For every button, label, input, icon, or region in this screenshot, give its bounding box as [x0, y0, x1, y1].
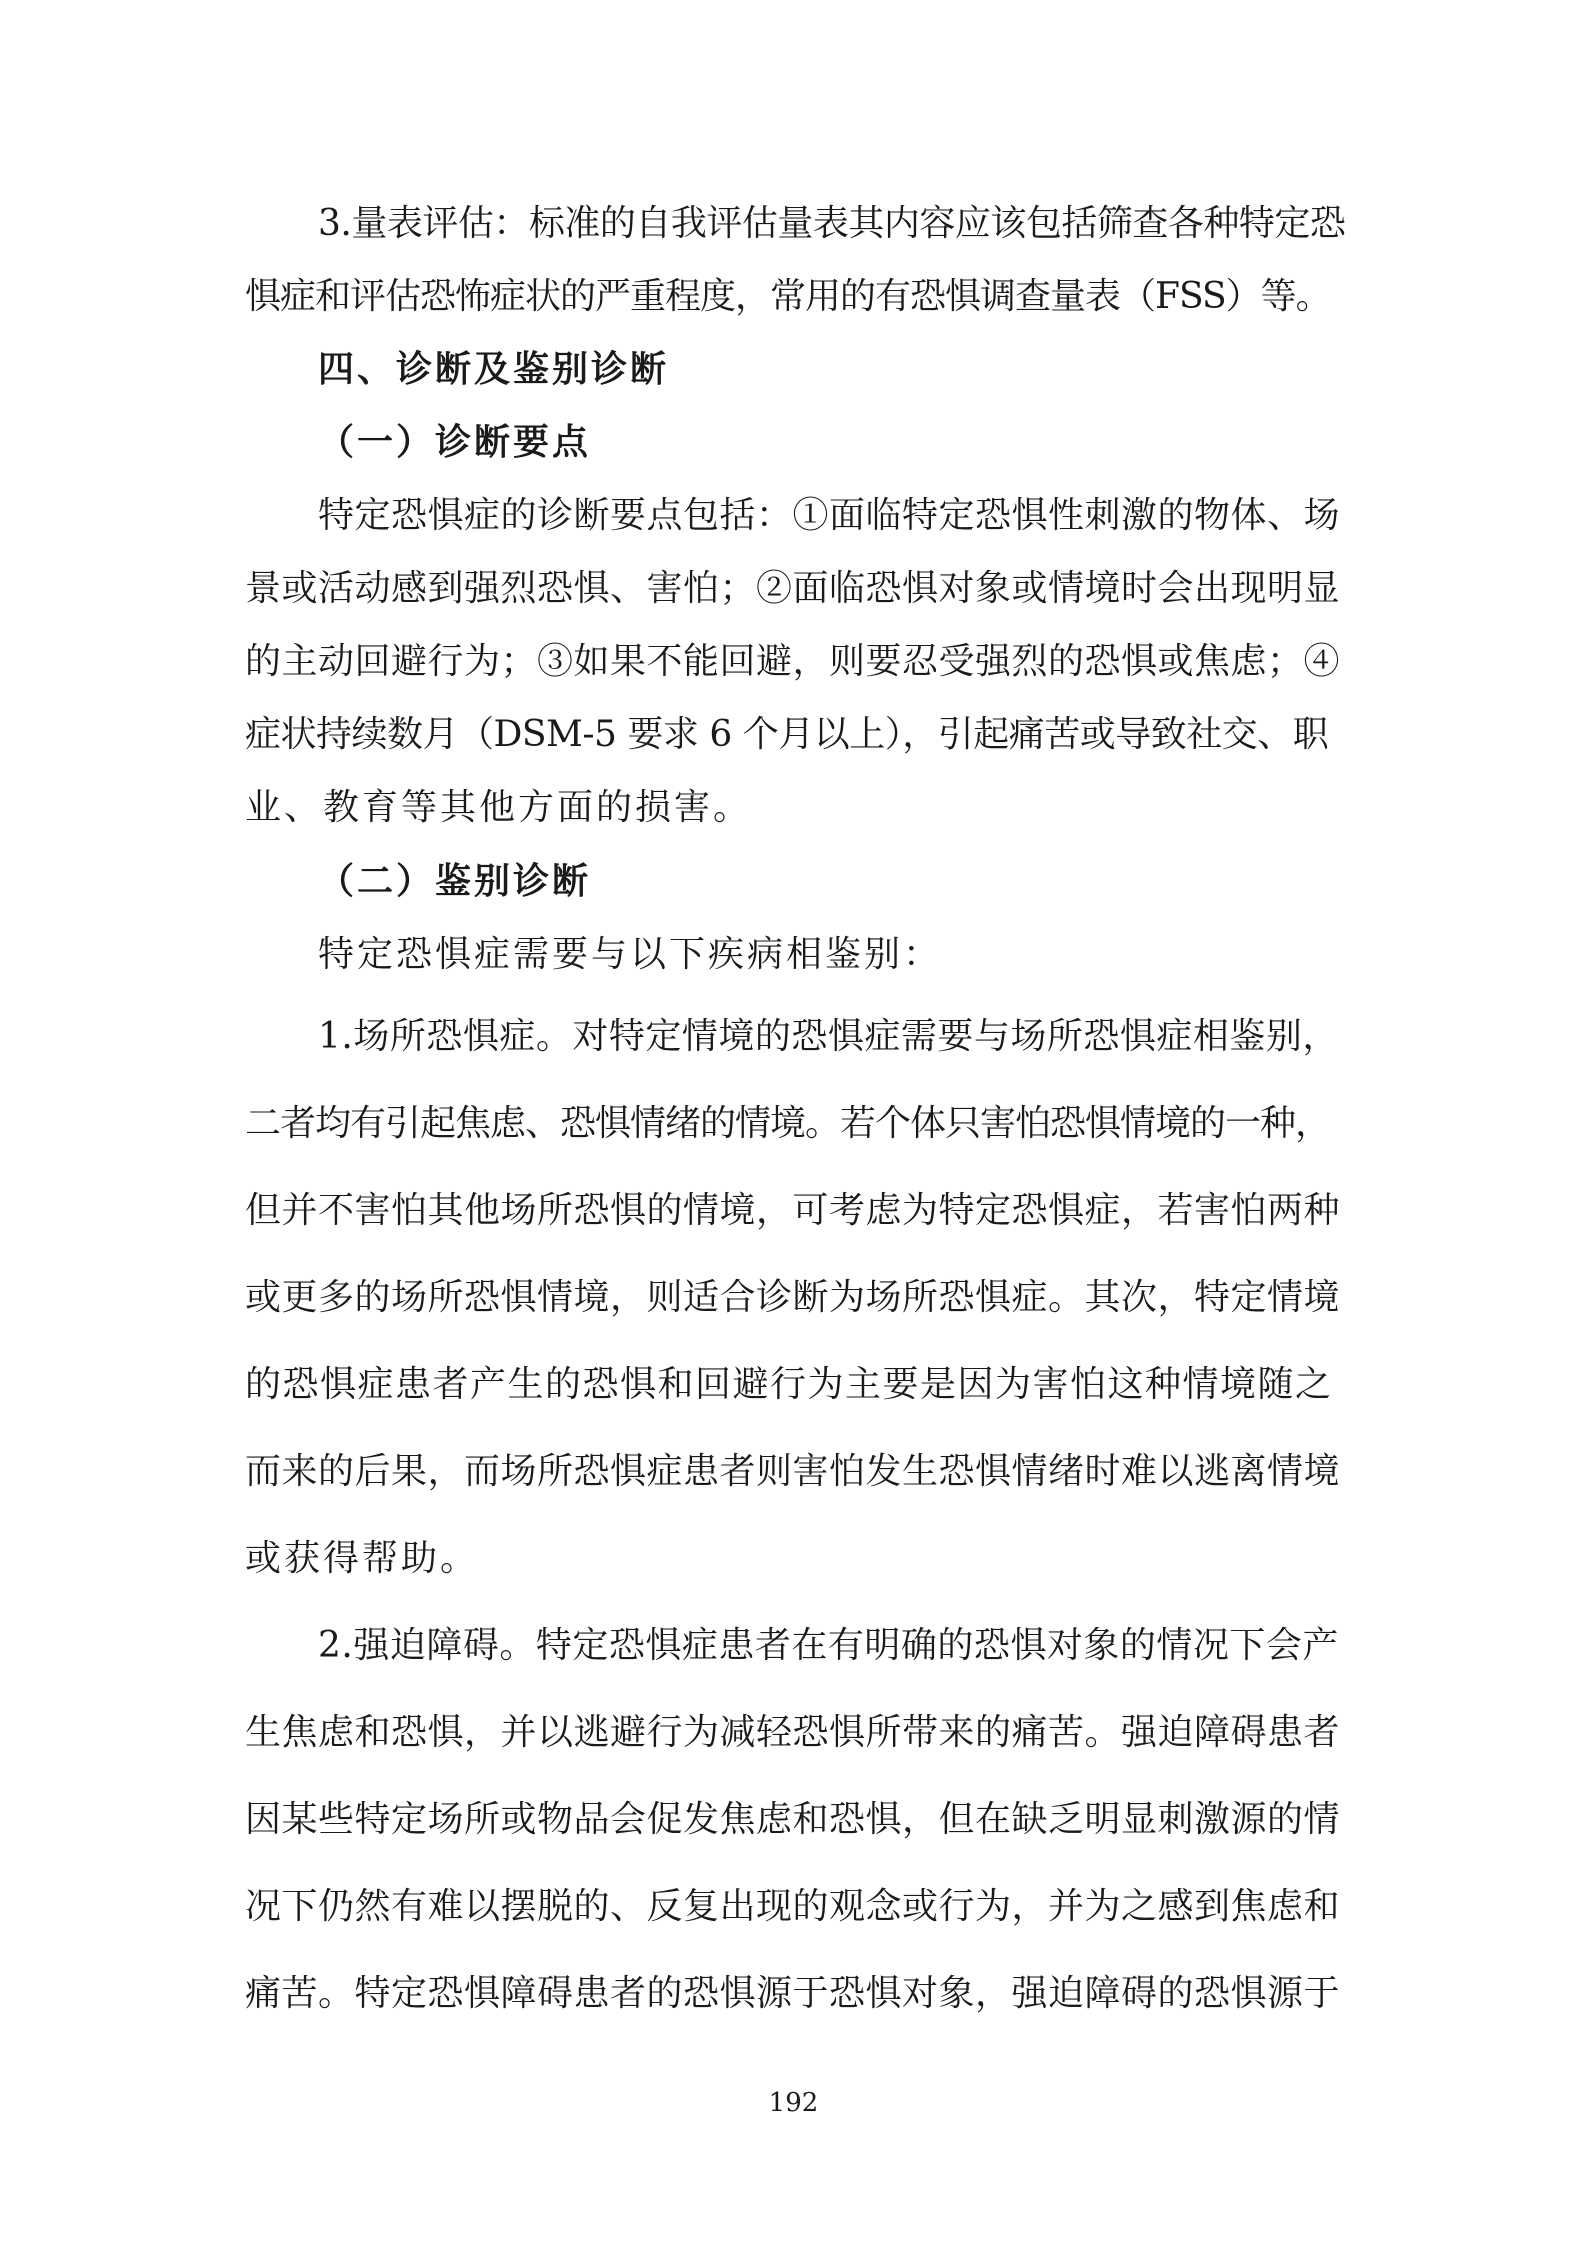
paragraph-line: 或获得帮助。 [245, 1538, 480, 1579]
paragraph-line: 特定恐惧症的诊断要点包括：①面临特定恐惧性刺激的物体、场 [318, 495, 1341, 536]
paragraph-line: 二者均有引起焦虑、恐惧情绪的情境。若个体只害怕恐惧情境的一种， [245, 1103, 1331, 1144]
paragraph-line: 况下仍然有难以摆脱的、反复出现的观念或行为，并为之感到焦虑和 [245, 1886, 1341, 1927]
paragraph-line: 因某些特定场所或物品会促发焦虑和恐惧，但在缺乏明显刺激源的情 [245, 1799, 1341, 1840]
section-heading: 四、诊断及鉴别诊断 [318, 349, 670, 390]
paragraph-line: 特定恐惧症需要与以下疾病相鉴别： [318, 934, 943, 975]
paragraph-line: 症状持续数月（DSM-5 要求 6 个月以上），引起痛苦或导致社交、职 [245, 714, 1329, 755]
paragraph-line: 景或活动感到强烈恐惧、害怕；②面临恐惧对象或情境时会出现明显 [245, 568, 1341, 609]
paragraph-line: 痛苦。特定恐惧障碍患者的恐惧源于恐惧对象，强迫障碍的恐惧源于 [245, 1973, 1341, 2014]
subsection-heading: （二）鉴别诊断 [318, 861, 592, 902]
paragraph-line: 2.强迫障碍。特定恐惧症患者在有明确的恐惧对象的情况下会产 [318, 1625, 1339, 1666]
paragraph-line: 业、教育等其他方面的损害。 [245, 787, 753, 828]
paragraph-line: 的主动回避行为；③如果不能回避，则要忍受强烈的恐惧或焦虑；④ [245, 641, 1341, 682]
paragraph-line: 生焦虑和恐惧，并以逃避行为减轻恐惧所带来的痛苦。强迫障碍患者 [245, 1712, 1341, 1753]
paragraph-line: 而来的后果，而场所恐惧症患者则害怕发生恐惧情绪时难以逃离情境 [245, 1451, 1341, 1492]
paragraph-line: 1.场所恐惧症。对特定情境的恐惧症需要与场所恐惧症相鉴别， [318, 1016, 1339, 1057]
subsection-heading: （一）诊断要点 [318, 422, 592, 463]
paragraph-line: 但并不害怕其他场所恐惧的情境，可考虑为特定恐惧症，若害怕两种 [245, 1190, 1341, 1231]
paragraph-line: 惧症和评估恐怖症状的严重程度，常用的有恐惧调查量表（FSS）等。 [245, 276, 1331, 317]
paragraph-line: 3.量表评估：标准的自我评估量表其内容应该包括筛查各种特定恐 [318, 203, 1346, 244]
paragraph-line: 的恐惧症患者产生的恐惧和回避行为主要是因为害怕这种情境随之 [245, 1364, 1333, 1405]
paragraph-line: 或更多的场所恐惧情境，则适合诊断为场所恐惧症。其次，特定情境 [245, 1277, 1341, 1318]
page-number: 192 [768, 2088, 819, 2118]
